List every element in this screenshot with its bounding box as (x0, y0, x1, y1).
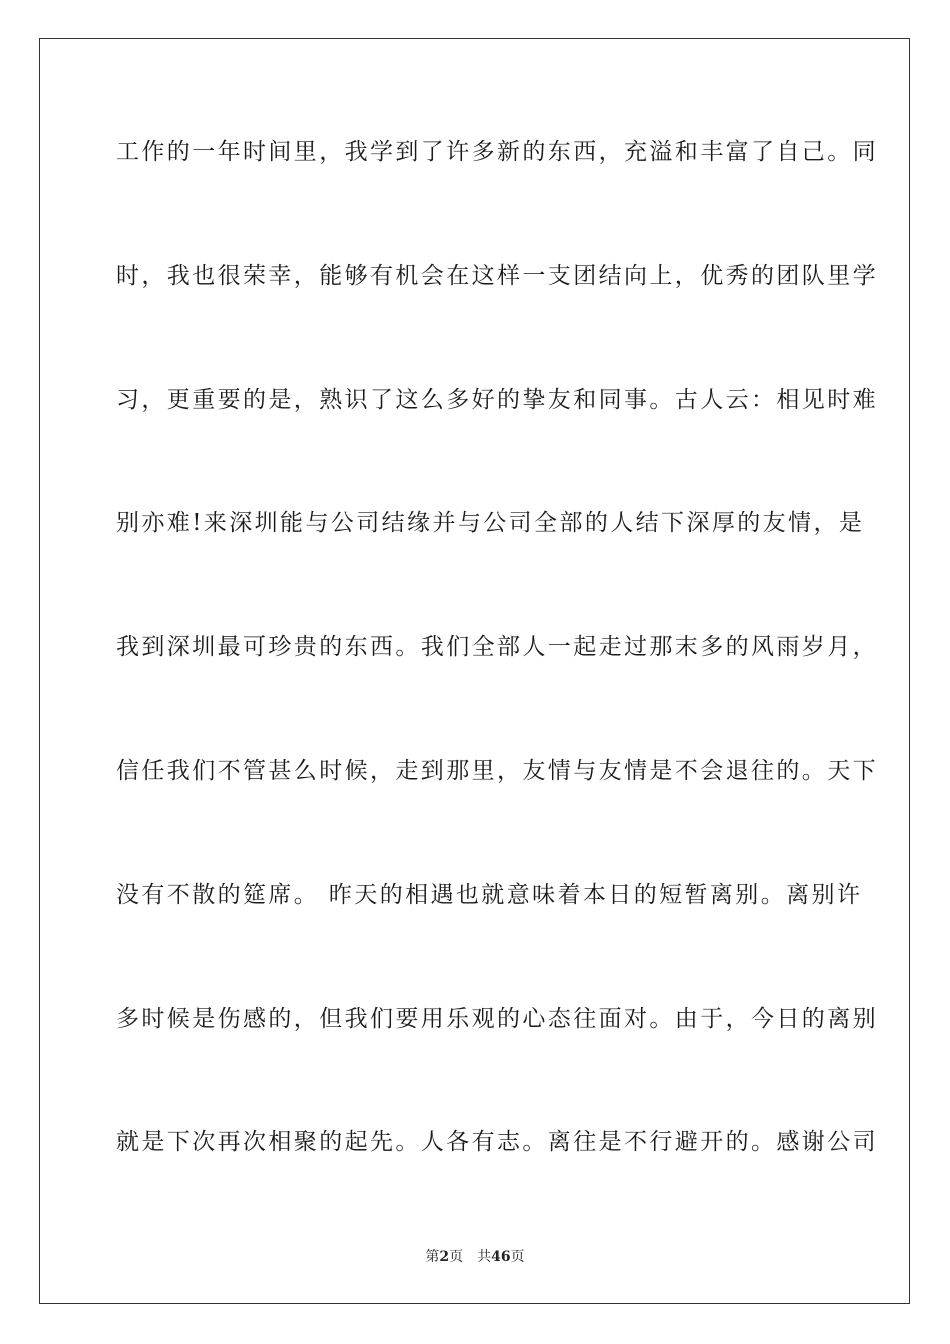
total-pages: 46 (491, 1249, 511, 1265)
body-text (116, 128, 878, 1242)
text-line-3: 习，更重要的是，熟识了这么多好的挚友和同事。古人云：相见时难 (116, 386, 878, 413)
text-line-1: 工作的一年时间里，我学到了许多新的东西，充溢和丰富了自己。同 (116, 139, 878, 165)
text-line-6: 信任我们不管甚么时候，走到那里，友情与友情是不会退往的。天下 (116, 757, 878, 784)
text-line-9: 就是下次再次相聚的起先。人各有志。离往是不行避开的。感谢公司 (116, 1129, 878, 1156)
text-line-5: 我到深圳最可珍贵的东西。我们全部人一起走过那末多的风雨岁月， (116, 634, 878, 661)
page-prefix: 第 (425, 1249, 440, 1265)
page-suffix: 页 (449, 1249, 464, 1265)
text-line-4: 别亦难!来深圳能与公司结缘并与公司全部的人结下深厚的友情，是 (116, 510, 865, 537)
text-line-8: 多时候是伤感的，但我们要用乐观的心态往面对。由于，今日的离别 (116, 1005, 878, 1032)
page-footer (0, 1247, 950, 1267)
total-suffix: 页 (510, 1249, 525, 1265)
text-line-2: 时，我也很荣幸，能够有机会在这样一支团结向上，优秀的团队里学 (116, 262, 878, 289)
text-line-7: 没有不散的筵席。 昨天的相遇也就意味着本日的短暂离别。离别许 (116, 881, 863, 908)
page-number: 2 (439, 1249, 450, 1265)
total-prefix: 共 (477, 1249, 492, 1265)
